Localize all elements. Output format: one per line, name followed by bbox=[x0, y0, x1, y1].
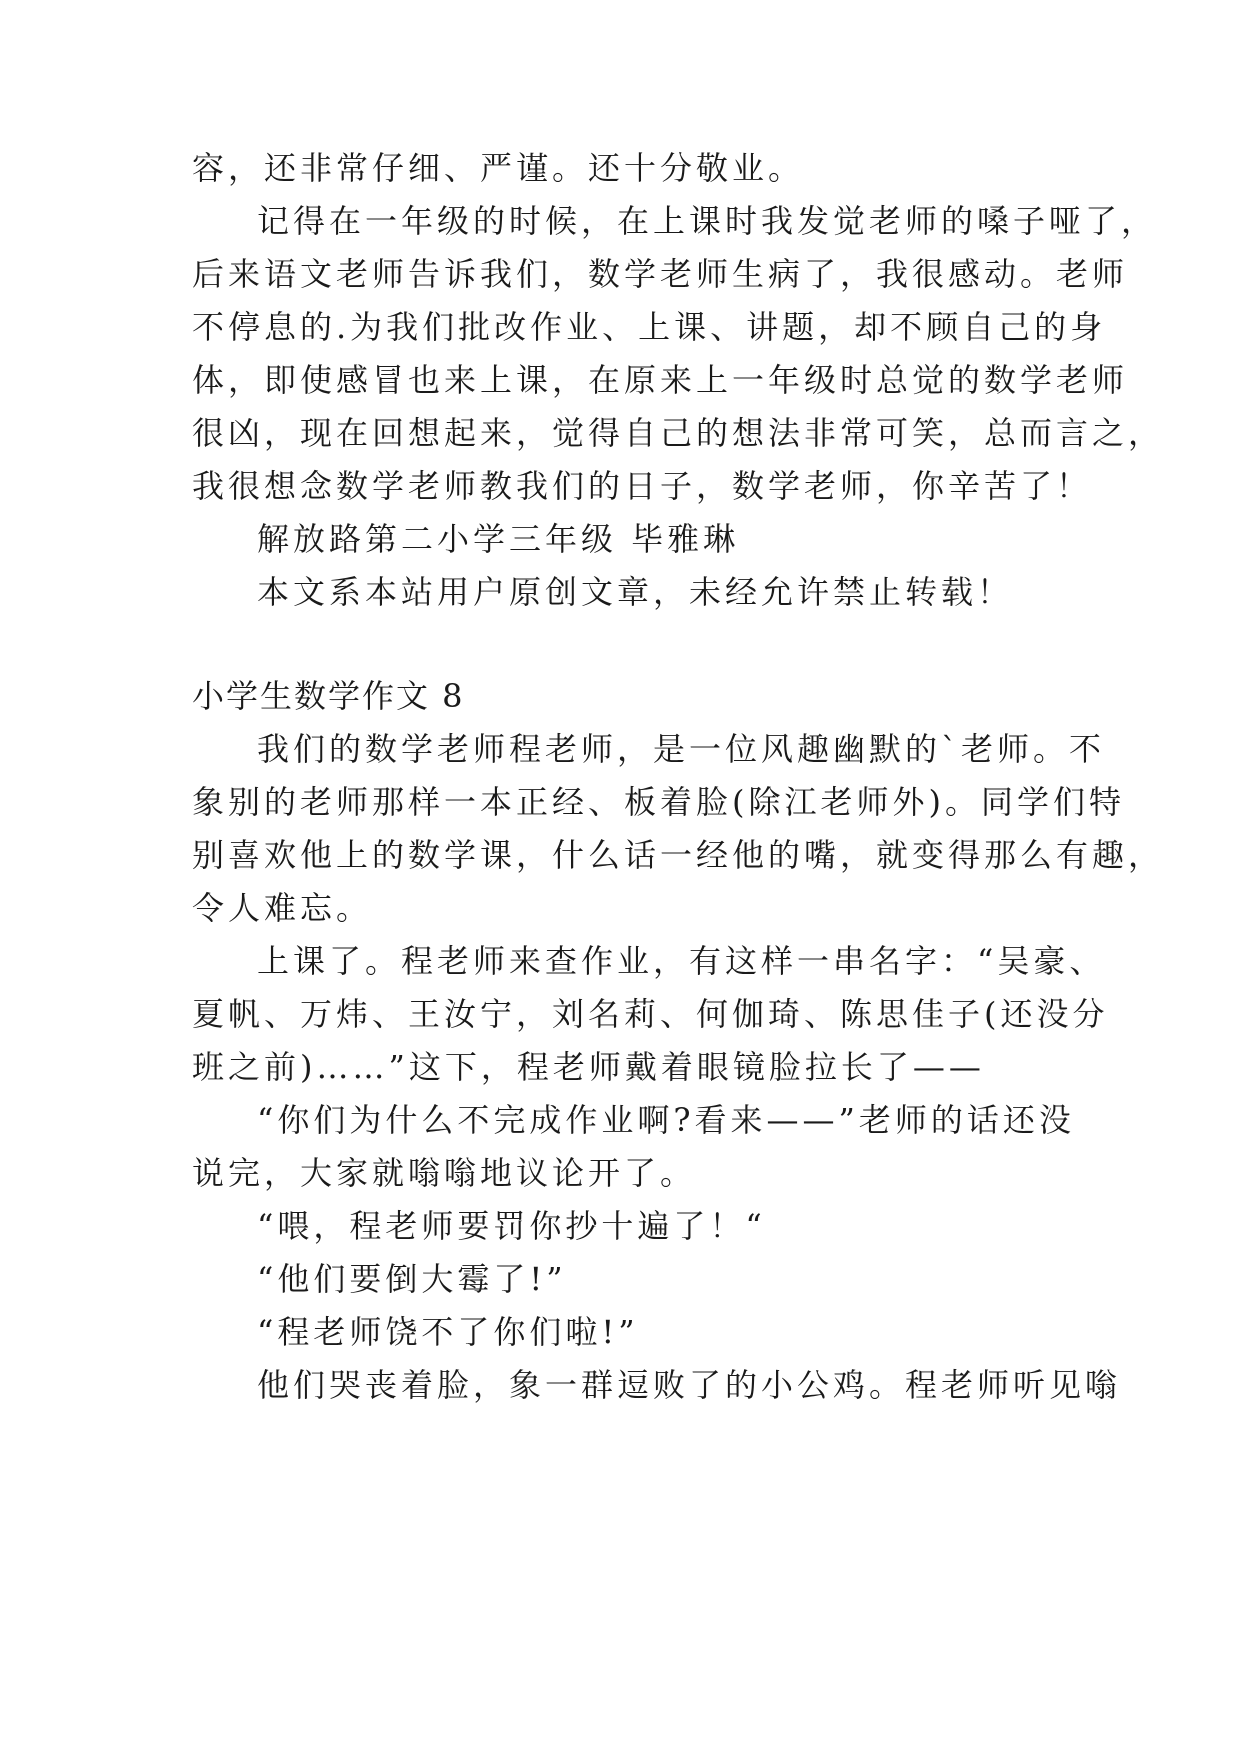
paragraph-line: 不停息的.为我们批改作业、上课、讲题，却不顾自己的身 bbox=[192, 308, 1107, 346]
paragraph-line: 夏帆、万炜、王汝宁，刘名莉、何伽琦、陈思佳子(还没分 bbox=[192, 995, 1109, 1033]
dialogue-line: “喂，程老师要罚你抄十遍了！“ bbox=[257, 1207, 766, 1245]
paragraph-line: “你们为什么不完成作业啊?看来——”老师的话还没 bbox=[257, 1101, 1075, 1139]
dialogue-line: “程老师饶不了你们啦!” bbox=[257, 1313, 639, 1351]
paragraph-line: 上课了。程老师来查作业，有这样一串名字：“吴豪、 bbox=[257, 942, 1106, 980]
paragraph-line: 记得在一年级的时候，在上课时我发觉老师的嗓子哑了， bbox=[257, 202, 1158, 240]
paragraph-line: 令人难忘。 bbox=[192, 889, 373, 927]
paragraph-line: 他们哭丧着脸，象一群逗败了的小公鸡。程老师听见嗡 bbox=[257, 1366, 1122, 1404]
dialogue-line: “他们要倒大霉了!” bbox=[257, 1260, 567, 1298]
paragraph-line: 象别的老师那样一本正经、板着脸(除江老师外)。同学们特 bbox=[192, 783, 1125, 821]
author-line: 解放路第二小学三年级 毕雅琳 bbox=[257, 520, 740, 558]
paragraph-line: 后来语文老师告诉我们，数学老师生病了，我很感动。老师 bbox=[192, 255, 1129, 293]
paragraph-line: 别喜欢他上的数学课，什么话一经他的嘴，就变得那么有趣， bbox=[192, 836, 1165, 874]
copyright-notice: 本文系本站用户原创文章，未经允许禁止转载！ bbox=[257, 573, 1014, 611]
paragraph-line: 体，即使感冒也来上课，在原来上一年级时总觉的数学老师 bbox=[192, 361, 1129, 399]
paragraph-line: 班之前)……”这下，程老师戴着眼镜脸拉长了—— bbox=[192, 1048, 985, 1086]
paragraph-line: 我很想念数学老师教我们的日子，数学老师，你辛苦了！ bbox=[192, 467, 1093, 505]
paragraph-line: 我们的数学老师程老师，是一位风趣幽默的`老师。不 bbox=[257, 730, 1106, 768]
paragraph-line: 容，还非常仔细、严谨。还十分敬业。 bbox=[192, 149, 805, 187]
paragraph-line: 说完，大家就嗡嗡地议论开了。 bbox=[192, 1154, 697, 1192]
paragraph-line: 很凶，现在回想起来，觉得自己的想法非常可笑，总而言之， bbox=[192, 414, 1165, 452]
section-title: 小学生数学作文 8 bbox=[192, 677, 465, 715]
